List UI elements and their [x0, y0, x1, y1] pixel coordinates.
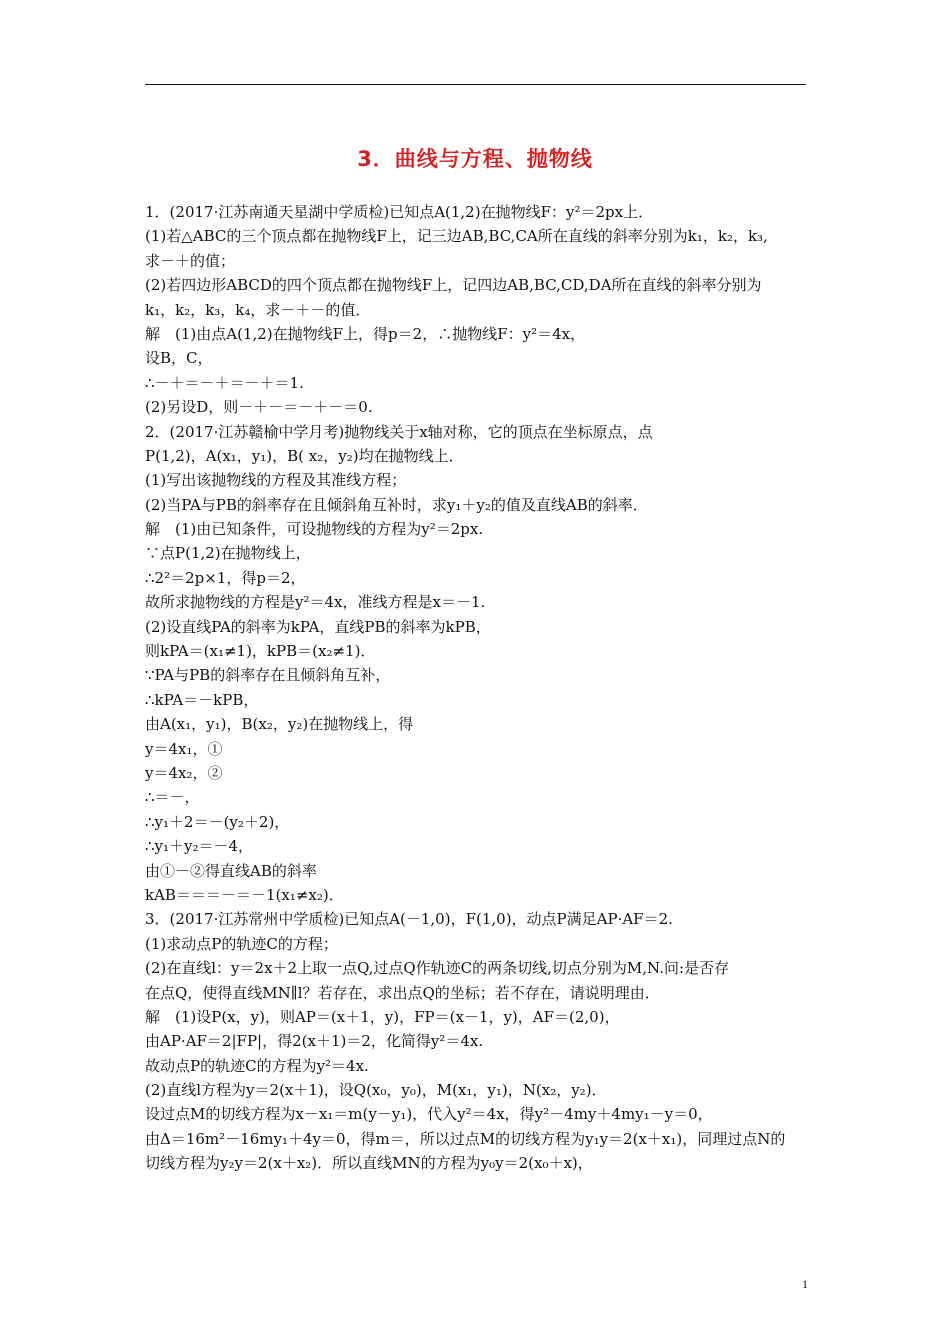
- text-line: (2)设直线PA的斜率为kPA，直线PB的斜率为kPB，: [145, 617, 491, 636]
- text-line: 由Δ＝16m²－16my₁＋4y＝0，得m＝，所以过点M的切线方程为y₁y＝2(x＋x₁)，同理过点N的: [145, 1129, 786, 1148]
- text-line: 解 (1)由已知条件，可设抛物线的方程为y²＝2px.: [145, 520, 484, 539]
- text-line: (2)若四边形ABCD的四个顶点都在抛物线F上，记四边AB,BC,CD,DA所在直线的斜率分别为: [145, 276, 762, 295]
- text-line: 1．(2017·江苏南通天星湖中学质检)已知点A(1,2)在抛物线F：y²＝2px上．: [145, 203, 654, 221]
- text-line: 设B，C，: [145, 349, 213, 368]
- text-line: 故动点P的轨迹C的方程为y²＝4x.: [145, 1056, 369, 1075]
- text-line: 切线方程为y₂y＝2(x＋x₂)．所以直线MN的方程为y₀y＝2(x₀＋x)，: [145, 1154, 593, 1173]
- text-line: ∵PA与PB的斜率存在且倾斜角互补，: [145, 666, 391, 685]
- text-line: (2)另设D，则－＋－＝－＋－＝0.: [145, 398, 373, 417]
- text-line: ∴y₁＋2＝－(y₂＋2)，: [145, 812, 290, 831]
- text-line: P(1,2)，A(x₁，y₁)，B( x₂，y₂)均在抛物线上．: [145, 446, 464, 465]
- text-line: 在点Q，使得直线MN∥l？若存在，求出点Q的坐标；若不存在，请说明理由．: [145, 983, 660, 1002]
- text-line: (1)若△ABC的三个顶点都在抛物线F上，记三边AB,BC,CA所在直线的斜率分别为k₁，k₂，k₃,: [145, 227, 768, 246]
- text-line: ∴＝－，: [145, 788, 200, 807]
- text-line: y＝4x₂，②: [145, 763, 223, 782]
- text-line: ∵点P(1,2)在抛物线上，: [145, 544, 311, 563]
- text-line: 3．(2017·江苏常州中学质检)已知点A(－1,0)，F(1,0)，动点P满足AP·AF＝2.: [145, 910, 673, 929]
- text-line: 求－＋的值；: [145, 251, 236, 270]
- text-line: (2)直线l方程为y＝2(x＋1)，设Q(x₀，y₀)，M(x₁，y₁)，N(x₂，y₂)．: [145, 1081, 607, 1100]
- page-number: 1: [802, 1277, 808, 1291]
- text-line: 解 (1)由点A(1,2)在抛物线F上，得p＝2，∴抛物线F：y²＝4x，: [145, 324, 586, 343]
- text-line: (2)当PA与PB的斜率存在且倾斜角互补时，求y₁＋y₂的值及直线AB的斜率．: [145, 495, 648, 514]
- text-line: 由AP·AF＝2|FP|，得2(x＋1)＝2，化简得y²＝4x.: [145, 1032, 484, 1051]
- text-line: ∴2²＝2p×1，得p＝2，: [145, 568, 306, 587]
- text-line: 设过点M的切线方程为x－x₁＝m(y－y₁)，代入y²＝4x，得y²－4my＋4my₁－y＝0，: [145, 1105, 713, 1124]
- text-line: ∴－＋＝－＋＝－＋＝1.: [145, 373, 304, 392]
- text-line: (2)在直线l：y＝2x＋2上取一点Q,过点Q作轨迹C的两条切线,切点分别为M,N.问:是否存: [145, 959, 730, 978]
- text-line: y＝4x₁，①: [145, 739, 223, 758]
- text-line: 2．(2017·江苏赣榆中学月考)抛物线关于x轴对称，它的顶点在坐标原点，点: [145, 422, 653, 441]
- text-line: kAB＝＝＝－＝－1(x₁≠x₂)．: [145, 885, 344, 904]
- text-line: 解 (1)设P(x，y)，则AP＝(x＋1，y)，FP＝(x－1，y)，AF＝(2,0)，: [145, 1007, 620, 1026]
- text-line: 由①－②得直线AB的斜率: [145, 861, 317, 880]
- document-body: [145, 200, 810, 1176]
- text-line: k₁，k₂，k₃，k₄，求－＋－的值．: [145, 300, 371, 319]
- text-line: 故所求抛物线的方程是y²＝4x，准线方程是x＝－1.: [145, 593, 486, 612]
- header-rule: [145, 84, 806, 85]
- text-line: (1)写出该抛物线的方程及其准线方程；: [145, 471, 407, 490]
- text-line: (1)求动点P的轨迹C的方程；: [145, 934, 338, 953]
- text-line: 则kPA＝(x₁≠1)，kPB＝(x₂≠1)．: [145, 642, 376, 661]
- text-line: ∴kPA＝－kPB，: [145, 690, 259, 709]
- section-title: 3．曲线与方程、抛物线: [357, 147, 593, 171]
- text-line: ∴y₁＋y₂＝－4，: [145, 837, 254, 856]
- text-line: 由A(x₁，y₁)，B(x₂，y₂)在抛物线上，得: [145, 715, 414, 734]
